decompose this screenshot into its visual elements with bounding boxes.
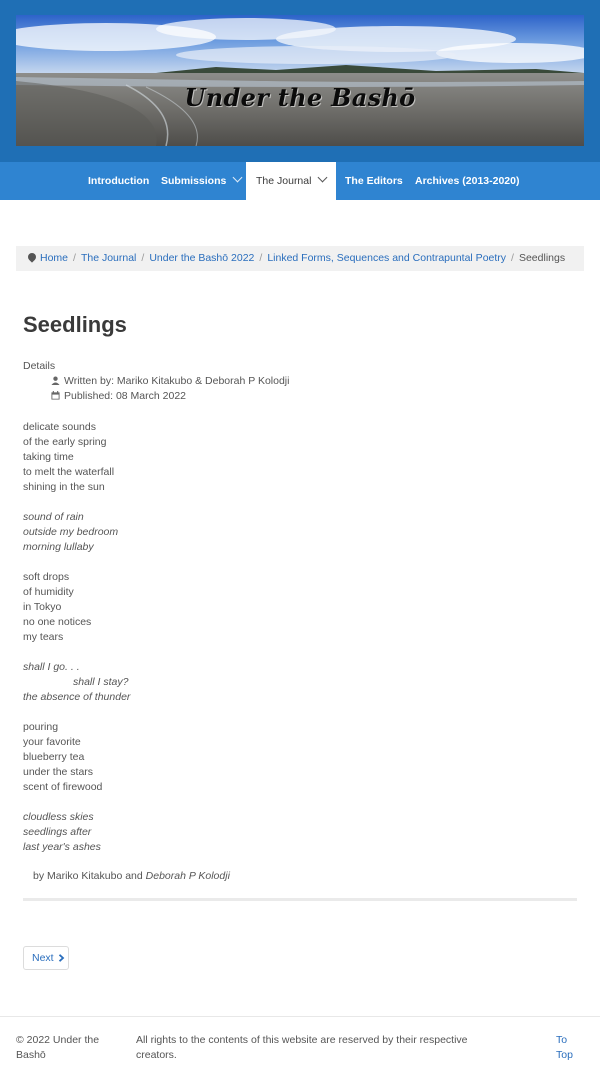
- poem-line: soft drops: [23, 571, 70, 583]
- poem-line: in Tokyo: [23, 601, 62, 613]
- nav-archives[interactable]: [415, 162, 519, 200]
- poem-line: taking time: [23, 451, 74, 463]
- poem-line: no one notices: [23, 616, 92, 628]
- poem-line: pouring: [23, 721, 59, 733]
- breadcrumb-current: Seedlings: [518, 252, 566, 264]
- chevron-down-icon: [318, 173, 328, 183]
- poem-line: to melt the waterfall: [23, 466, 115, 478]
- footer-copyright: © 2022 Under the Bashō: [16, 1034, 100, 1061]
- content-divider: [23, 898, 577, 901]
- page-title: Seedlings: [23, 312, 127, 337]
- poem-line: under the stars: [23, 766, 94, 778]
- poem-line: shall I go. . .: [23, 661, 80, 673]
- beach-panorama-image: [16, 15, 584, 146]
- breadcrumb-home[interactable]: Home: [40, 252, 69, 264]
- to-top-link[interactable]: To Top: [556, 1034, 573, 1061]
- breadcrumb-issue[interactable]: Under the Bashō 2022: [149, 252, 255, 264]
- chevron-down-icon: [233, 173, 243, 183]
- site-title: Under the Bashō: [184, 83, 416, 112]
- nav-label: Introduction: [88, 175, 150, 187]
- footer-rights: All rights to the contents of this website are reserved by their respective creators.: [136, 1034, 468, 1061]
- poem-line: delicate sounds: [23, 421, 96, 433]
- nav-label: The Editors: [345, 175, 403, 187]
- breadcrumb-separator: /: [511, 252, 514, 264]
- nav-label: Submissions: [161, 175, 227, 187]
- byline-prefix: by Mariko Kitakubo and: [33, 870, 143, 882]
- map-marker-icon: [26, 251, 37, 262]
- chevron-right-icon: [58, 954, 65, 962]
- stanza: [23, 510, 583, 555]
- nav-the-editors[interactable]: [345, 162, 403, 200]
- next-button[interactable]: [23, 946, 69, 970]
- nav-label: The Journal: [256, 175, 312, 187]
- published-meta: [51, 390, 186, 402]
- poem-body: [23, 420, 583, 870]
- stanza: [23, 570, 583, 645]
- stanza: [23, 420, 583, 495]
- poem-line: of humidity: [23, 586, 74, 598]
- footer-divider: [0, 1016, 600, 1017]
- nav-the-journal[interactable]: [246, 162, 336, 200]
- author-meta: [51, 375, 289, 387]
- poem-line: your favorite: [23, 736, 81, 748]
- poem-line: scent of firewood: [23, 781, 103, 793]
- stanza: [23, 660, 583, 705]
- poem-line: last year's ashes: [23, 841, 101, 853]
- next-label: Next: [32, 952, 54, 964]
- breadcrumb-section[interactable]: Linked Forms, Sequences and Contrapuntal Poetry: [267, 252, 507, 264]
- nav-label: Archives (2013-2020): [415, 175, 520, 187]
- byline-second-author: Deborah P Kolodji: [145, 870, 230, 882]
- main-navigation: [0, 162, 600, 200]
- nav-introduction[interactable]: [88, 162, 149, 200]
- poem-line: my tears: [23, 631, 64, 643]
- breadcrumb: [16, 246, 584, 271]
- poem-line: shall I stay?: [73, 676, 129, 688]
- breadcrumb-separator: /: [73, 252, 76, 264]
- written-by: Written by: Mariko Kitakubo & Deborah P Kolodji: [64, 375, 290, 387]
- breadcrumb-separator: /: [141, 252, 145, 264]
- poem-line: the absence of thunder: [23, 691, 131, 703]
- poem-line: shining in the sun: [23, 481, 105, 493]
- stanza: [23, 810, 583, 855]
- poem-line: seedlings after: [23, 826, 92, 838]
- published-date: Published: 08 March 2022: [64, 390, 186, 402]
- poem-line: outside my bedroom: [23, 526, 119, 538]
- poem-line: of the early spring: [23, 436, 107, 448]
- details-label: Details: [23, 360, 56, 372]
- user-icon: [51, 376, 60, 385]
- stanza: [23, 720, 583, 795]
- poem-line: sound of rain: [23, 511, 84, 523]
- poem-line: blueberry tea: [23, 751, 85, 763]
- breadcrumb-journal[interactable]: The Journal: [80, 252, 137, 264]
- banner-image[interactable]: [16, 15, 584, 146]
- breadcrumb-separator: /: [259, 252, 263, 264]
- calendar-icon: [51, 391, 60, 400]
- byline: [33, 870, 230, 882]
- nav-submissions[interactable]: [161, 162, 241, 200]
- poem-line: morning lullaby: [23, 541, 94, 553]
- poem-line: cloudless skies: [23, 811, 94, 823]
